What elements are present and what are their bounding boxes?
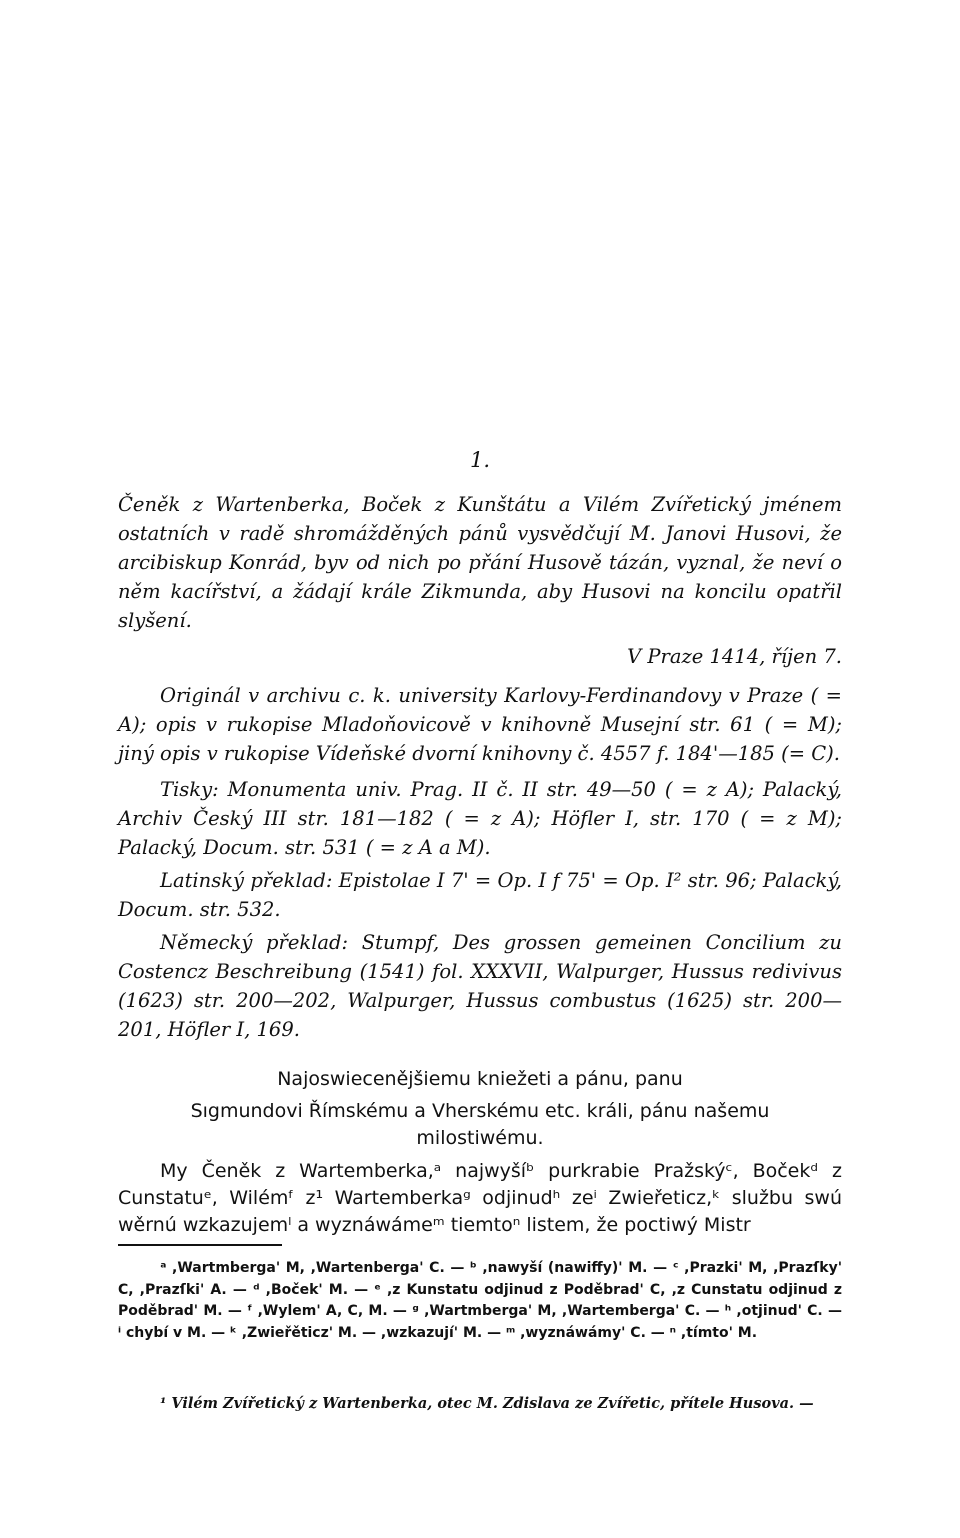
footnote-separator: [118, 1244, 282, 1246]
document-summary: Čeněk z Wartenberka, Boček z Kunštátu a Vilém Zvířetický jménem ostatních v radě shromážděných pánů vysvědčují M. Janovi Husovi, že arcibiskup Konrád, byv od nich po přání Husově tázán, vyznal, že neví o něm kacířství, a žádají krále Zikmunda, aby Husovi na koncilu opatřil slyšení.: [118, 493, 842, 632]
original-source-note: Originál v archivu c. k. university Karlovy-Ferdinandovy v Praze ( = A); opis v rukopise Mladoňovicově v knihovně Musejní str. 61 ( = M); jiný opis v rukopise Vídeňské dvorní knihovny č. 4557 f. 184'—185 (= C).: [118, 684, 842, 765]
salutation-line-1: Najoswiecenějšiemu kniežeti a pánu, panu: [277, 1068, 683, 1090]
letter-body: My Čeněk z Wartemberka,ᵃ najwyšíᵇ purkrabie Pražskýᶜ, Bočekᵈ z Cunstatuᵉ, Wilémᶠ z¹ Wartemberkaᵍ odjinudʰ zeⁱ Zwieřeticz,ᵏ službu swú wěrnú wzkazujemˡ a wyznáwámeᵐ tiemtoⁿ listem, že poctiwý Mistr: [118, 1160, 842, 1236]
salutation-line-2: Sıgmundovi Římskému a Vherskému etc. králi, pánu našemu milostiwému.: [190, 1100, 770, 1149]
prints-note: Tisky: Monumenta univ. Prag. II č. II str. 49—50 ( = z A); Palacký, Archiv Český III str. 181—182 ( = z A); Höfler I, str. 170 ( = z M); Palacký, Docum. str. 531 ( = z A a M).: [118, 778, 842, 859]
footnote-1: ¹ Vilém Zvířetický z Wartenberka, otec M. Zdislava ze Zvířetic, přítele Husova. —: [160, 1395, 814, 1412]
document-number: 1.: [469, 448, 491, 472]
date-line: V Praze 1414, říjen 7.: [627, 645, 842, 668]
latin-translation-note: Latinský překlad: Epistolae I 7' = Op. I f 75' = Op. I² str. 96; Palacký, Docum. str. 532.: [118, 869, 842, 921]
german-translation-note: Německý překlad: Stumpf, Des grossen gemeinen Concilium zu Costencz Beschreibung (1541) fol. XXXVII, Walpurger, Hussus redivivus (1623) str. 200—202, Walpurger, Hussus combustus (1625) str. 200—201, Höfler I, 169.: [118, 931, 842, 1041]
footnote-variants: ᵃ ,Wartmberga' M, ,Wartenberga' C. — ᵇ ,nawyší (nawiffy)' M. — ᶜ ,Prazki' M, ,Prazſky' C, ,Prazſki' A. — ᵈ ,Boček' M. — ᵉ ,z Kunstatu odjinud z Poděbrad' C, ,z Cunstatu odjinud z Poděbrad' M. — ᶠ ,Wylem' A, C, M. — ᵍ ,Wartmberga' M, ,Wartemberga' C. — ʰ ,otjinud' C. — ⁱ chybí v M. — ᵏ ,Zwieřěticz' M. — ,wzkazují' M. — ᵐ ,wyznáwámy' C. — ⁿ ,tímto' M.: [118, 1260, 842, 1341]
